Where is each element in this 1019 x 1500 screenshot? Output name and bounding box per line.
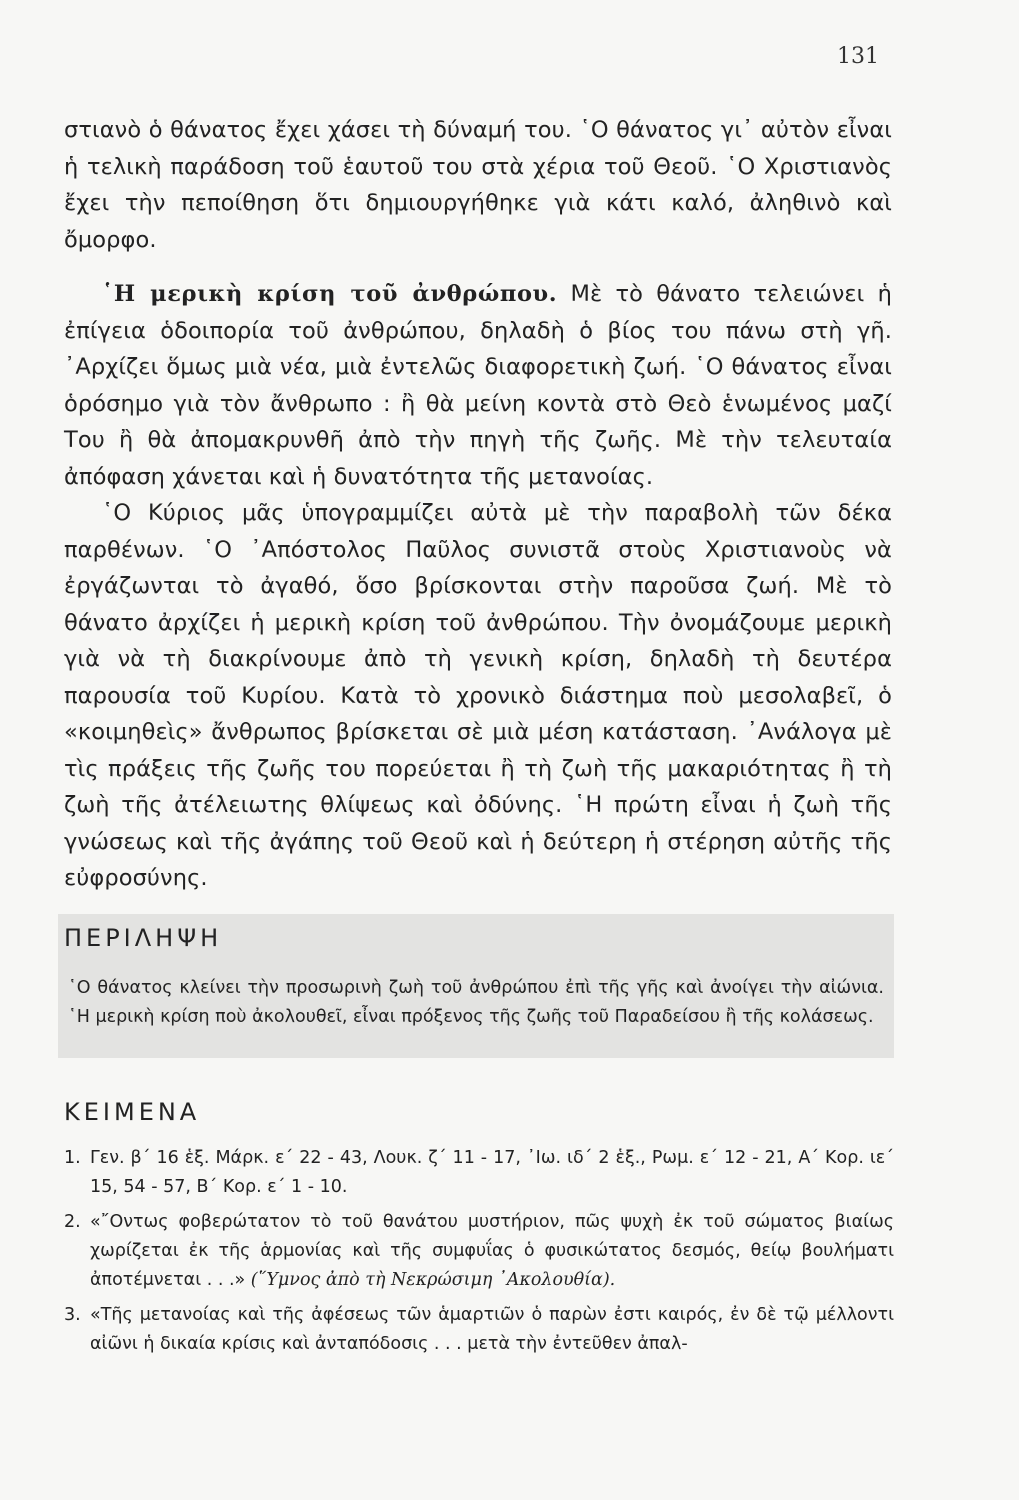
reference-number: 3. — [64, 1305, 81, 1325]
summary-text: ῾Ο θάνατος κλείνει τὴν προσωρινὴ ζωὴ τοῦ ἀνθρώπου ἐπὶ τῆς γῆς καὶ ἀνοίγει τὴν αἰώνια. ῾Η μερικὴ κρίση ποὺ ἀκολουθεῖ, εἶναι πρόξενος τῆς ζωῆς τοῦ Παραδείσου ἢ τῆς κολάσεως. — [68, 978, 884, 1027]
reference-number: 1. — [64, 1148, 81, 1168]
page-number: 131 — [837, 44, 879, 69]
texts-title: ΚΕΙΜΕΝΑ — [64, 1098, 201, 1126]
reference-number: 2. — [64, 1212, 81, 1232]
summary-box — [58, 914, 894, 1058]
paragraph-3: ῾Ο Κύριος μᾶς ὑπογραμμίζει αὐτὰ μὲ τὴν παραβολὴ τῶν δέκα παρθένων. ῾Ο ᾽Απόστολος Παῦλος συνιστᾶ στοὺς Χριστιανοὺς νὰ ἐργάζωνται τὸ ἀγαθό, ὅσο βρίσκονται στὴν παροῦσα ζωή. Μὲ τὸ θάνατο ἀρχίζει ἡ μερικὴ κρίση τοῦ ἀνθρώπου. Τὴν ὀνομάζουμε μερικὴ γιὰ νὰ τὴ διακρίνουμε ἀπὸ τὴ γενικὴ κρίση, δηλαδὴ τὴ δευτέρα παρουσία τοῦ Κυρίου. Κατὰ τὸ χρονικὸ διάστημα ποὺ μεσολαβεῖ, ὁ «κοιμηθεὶς» ἄνθρωπος βρίσκεται σὲ μιὰ μέση κατάσταση. ᾽Ανάλογα μὲ τὶς πράξεις τῆς ζωῆς του πορεύεται ἢ τὴ ζωὴ τῆς μακαριότητας ἢ τὴ ζωὴ τῆς ἀτέλειωτης θλίψεως καὶ ὀδύνης. ῾Η πρώτη εἶναι ἡ ζωὴ τῆς γνώσεως καὶ τῆς ἀγάπης τοῦ Θεοῦ καὶ ἡ δεύτερη ἡ στέρηση αὐτῆς τῆς εὐφροσύνης. — [64, 500, 892, 891]
paragraph-2 — [64, 276, 892, 495]
reference-text: «Τῆς μετανοίας καὶ τῆς ἀφέσεως τῶν ἁμαρτιῶν ὁ παρὼν ἐστι καιρός, ἐν δὲ τῷ μέλλοντι αἰῶνι ἡ δικαία κρίσις καὶ ἀνταπόδοσις . . . μετὰ τὴν ἐντεῦθεν ἀπαλ- — [90, 1305, 894, 1354]
main-text — [64, 112, 892, 897]
reference-text: «῎Οντως φοβερώτατον τὸ τοῦ θανάτου μυστήριον, πῶς ψυχὴ ἐκ τοῦ σώματος βιαίως χωρίζεται ἐκ τῆς ἁρμονίας καὶ τῆς συμφυΐας ὁ φυσικώτατος δεσμός, θείῳ βουλήματι ἀποτέμνεται . . .» — [90, 1212, 894, 1290]
reference-item — [64, 1144, 894, 1202]
summary-title: ΠΕΡΙΛΗΨΗ — [64, 924, 223, 952]
reference-item — [64, 1301, 894, 1359]
paragraph-2-text: Μὲ τὸ θάνατο τελειώνει ἡ ἐπίγεια ὁδοιπορία τοῦ ἀνθρώπου, δηλαδὴ ὁ βίος του πάνω στὴ γῆ. ᾽Αρχίζει ὅμως μιὰ νέα, μιὰ ἐντελῶς διαφορετικὴ ζωή. ῾Ο θάνατος εἶναι ὁρόσημο γιὰ τὸν ἄνθρωπο : ἢ θὰ μείνη κοντὰ στὸ Θεὸ ἑνωμένος μαζί Του ἢ θὰ ἀπομακρυνθῆ ἀπὸ τὴν πηγὴ τῆς ζωῆς. Μὲ τὴν τελευταία ἀπόφαση χάνεται καὶ ἡ δυνατότητα τῆς μετανοίας. — [64, 281, 893, 490]
paragraph-1: στιανὸ ὁ θάνατος ἔχει χάσει τὴ δύναμή του. ῾Ο θάνατος γι᾽ αὐτὸν εἶναι ἡ τελικὴ παράδοση τοῦ ἑαυτοῦ του στὰ χέρια τοῦ Θεοῦ. ῾Ο Χριστιανὸς ἔχει τὴν πεποίθηση ὅτι δημιουργήθηκε γιὰ κάτι καλό, ἀληθινὸ καὶ ὄμορφο. — [64, 117, 892, 253]
reference-list — [64, 1144, 894, 1365]
reference-text-wrap — [90, 1208, 894, 1295]
reference-text: Γεν. β΄ 16 ἑξ. Μάρκ. ε΄ 22 - 43, Λουκ. ζ΄ 11 - 17, ᾽Ιω. ιδ΄ 2 ἑξ., Ρωμ. ε΄ 12 - 21, Α΄ Κορ. ιε΄ 15, 54 - 57, Β΄ Κορ. ε΄ 1 - 10. — [90, 1148, 894, 1197]
reference-source: (῞Υμνος ἀπὸ τὴ Νεκρώσιμη ᾽Ακολουθία). — [250, 1270, 616, 1290]
section-subheading: ῾Η μερικὴ κρίση τοῦ ἀνθρώπου. — [102, 281, 558, 307]
reference-item — [64, 1208, 894, 1295]
